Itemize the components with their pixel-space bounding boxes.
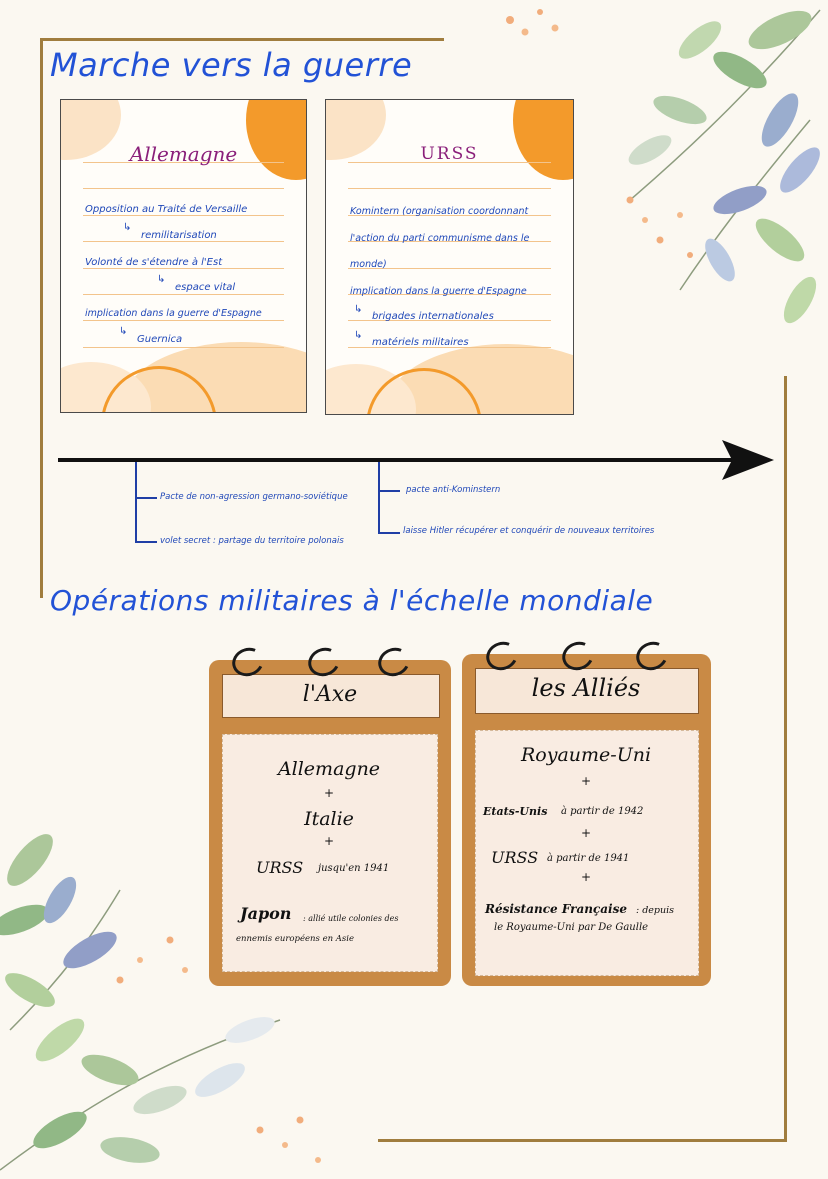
plus-sign: + (580, 870, 592, 884)
arrow-sub-icon: ↳ (354, 304, 363, 315)
arrow-sub-icon: ↳ (157, 274, 166, 285)
allies-entry-detail: à partir de 1941 (547, 853, 630, 864)
tab-card-heading: les Alliés (531, 674, 641, 702)
plus-sign: + (580, 826, 592, 840)
card-urss (325, 99, 574, 415)
card-allemagne (60, 99, 307, 413)
arrow-sub-icon: ↳ (354, 330, 363, 341)
card-line-text: Guernica (137, 334, 183, 345)
timeline-bracket-tick (135, 497, 157, 499)
card-ruled-line (83, 188, 284, 189)
card-line-text: remilitarisation (141, 230, 217, 241)
card-line-text: monde) (350, 259, 387, 270)
tab-card-heading: l'Axe (302, 682, 358, 707)
timeline-event-text: Pacte de non-agression germano-soviétique (160, 492, 348, 502)
card-ruled-line (83, 320, 284, 321)
timeline-event-text: laisse Hitler récupérer et conquérir de nouveaux territoires (403, 526, 655, 536)
allies-entry-detail: le Royaume-Uni par De Gaulle (494, 922, 649, 933)
card-orange-blob (513, 99, 574, 180)
card-line-text: Opposition au Traité de Versaille (85, 204, 248, 215)
card-line-text: brigades internationales (372, 311, 494, 322)
timeline-bracket-tick (378, 532, 400, 534)
frame-top-line (40, 38, 444, 41)
axe-entry: Japon (240, 904, 292, 923)
card-ruled-line (83, 347, 284, 348)
card-ruled-line (83, 268, 284, 269)
timeline-bracket-right (378, 462, 380, 534)
plus-sign: + (580, 774, 592, 788)
timeline-bracket-tick (378, 490, 400, 492)
card-line-text: espace vital (175, 282, 236, 293)
card-line-text: matériels militaires (372, 337, 469, 348)
axe-entry-detail: ennemis européens en Asie (236, 934, 355, 944)
axe-entry-detail: : allié utile colonies des (303, 914, 399, 923)
card-line-text: l'action du parti communisme dans le (350, 233, 530, 244)
axe-entry-detail: jusqu'en 1941 (318, 863, 390, 874)
section-title-operations: Opérations militaires à l'échelle mondiale (50, 584, 654, 617)
arrow-sub-icon: ↳ (119, 326, 128, 337)
timeline-axis (58, 458, 738, 462)
arrow-sub-icon: ↳ (123, 222, 132, 233)
section-title-marche: Marche vers la guerre (50, 46, 413, 84)
axe-entry: Allemagne (277, 758, 381, 780)
card-line-text: Volonté de s'étendre à l'Est (85, 257, 223, 268)
allies-entry: Résistance Française (485, 902, 628, 916)
card-line-text: Komintern (organisation coordonnant (350, 206, 529, 217)
allies-entry-detail: : depuis (636, 905, 675, 916)
card-line-text: implication dans la guerre d'Espagne (85, 308, 262, 319)
allies-entry: URSS (491, 848, 539, 867)
card-heading: Allemagne (129, 142, 238, 166)
axe-entry: URSS (256, 858, 304, 877)
plus-sign: + (323, 834, 335, 848)
timeline-arrowhead-icon (722, 440, 774, 480)
allies-entry: Royaume-Uni (520, 744, 652, 766)
card-ruled-line (83, 215, 284, 216)
frame-left-line (40, 38, 43, 598)
plus-sign: + (323, 786, 335, 800)
card-orange-blob (246, 99, 307, 180)
frame-right-line (784, 376, 787, 1142)
timeline-event-text: volet secret : partage du territoire polonais (160, 536, 344, 546)
card-heading: URSS (420, 144, 479, 164)
timeline-event-text: pacte anti-Kominstern (406, 485, 501, 495)
allies-entry-detail: à partir de 1942 (561, 806, 644, 817)
allies-entry: Etats-Unis (483, 805, 548, 818)
axe-entry: Italie (304, 808, 354, 830)
card-line-text: implication dans la guerre d'Espagne (350, 286, 527, 297)
timeline-bracket-tick (135, 541, 157, 543)
timeline-bracket-left (135, 462, 137, 542)
card-ruled-line (83, 294, 284, 295)
frame-bottom-line (378, 1139, 787, 1142)
card-ruled-line (348, 188, 551, 189)
card-ruled-line (83, 241, 284, 242)
